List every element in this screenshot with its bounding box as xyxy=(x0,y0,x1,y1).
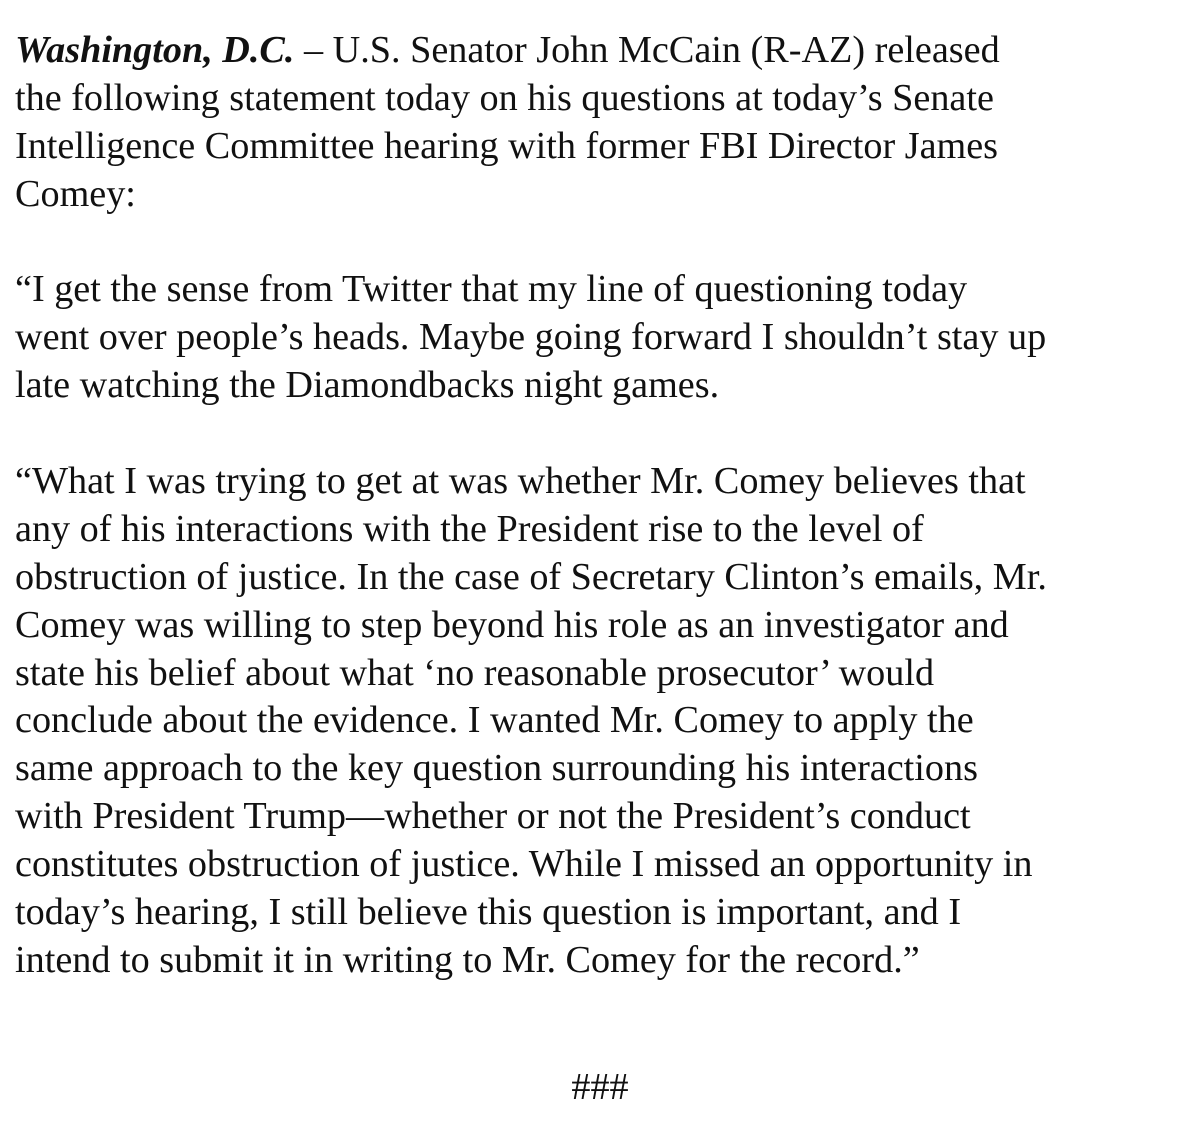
press-release xyxy=(15,27,1190,985)
quote-line: obstruction of justice. In the case of Secretary Clinton’s emails, Mr. xyxy=(15,555,1047,598)
quote-line: late watching the Diamondbacks night games. xyxy=(15,364,720,407)
quote-line: state his belief about what ‘no reasonable prosecutor’ would xyxy=(15,651,935,694)
end-of-release-mark: ### xyxy=(571,1066,629,1108)
quote-line: any of his interactions with the President rise to the level of xyxy=(15,507,924,550)
paragraph-spacer xyxy=(15,219,1190,267)
intro-line: Comey: xyxy=(15,172,136,215)
quote-line: constitutes obstruction of justice. While I missed an opportunity in xyxy=(15,843,1033,886)
intro-line: Intelligence Committee hearing with former FBI Director James xyxy=(15,124,999,167)
intro-line xyxy=(15,27,1190,75)
quote-line: conclude about the evidence. I wanted Mr. Comey to apply the xyxy=(15,699,974,742)
quote-paragraph-1 xyxy=(15,266,1190,410)
intro-line-text: – U.S. Senator John McCain (R-AZ) released xyxy=(294,29,1000,71)
intro-paragraph xyxy=(15,27,1190,219)
paragraph-spacer xyxy=(15,410,1190,458)
quote-line: with President Trump—whether or not the President’s conduct xyxy=(15,795,971,838)
quote-line: “What I was trying to get at was whether Mr. Comey believes that xyxy=(15,460,1026,503)
quote-line: Comey was willing to step beyond his role as an investigator and xyxy=(15,603,1009,646)
dateline: Washington, D.C. xyxy=(15,29,295,71)
quote-line: intend to submit it in writing to Mr. Comey for the record.” xyxy=(15,938,920,981)
quote-line: today’s hearing, I still believe this question is important, and I xyxy=(15,891,962,934)
quote-line: went over people’s heads. Maybe going forward I shouldn’t stay up xyxy=(15,316,1047,359)
quote-paragraph-2 xyxy=(15,458,1190,985)
quote-line: same approach to the key question surrounding his interactions xyxy=(15,747,978,790)
quote-line: “I get the sense from Twitter that my line of questioning today xyxy=(15,268,968,311)
intro-line: the following statement today on his questions at today’s Senate xyxy=(15,76,994,119)
